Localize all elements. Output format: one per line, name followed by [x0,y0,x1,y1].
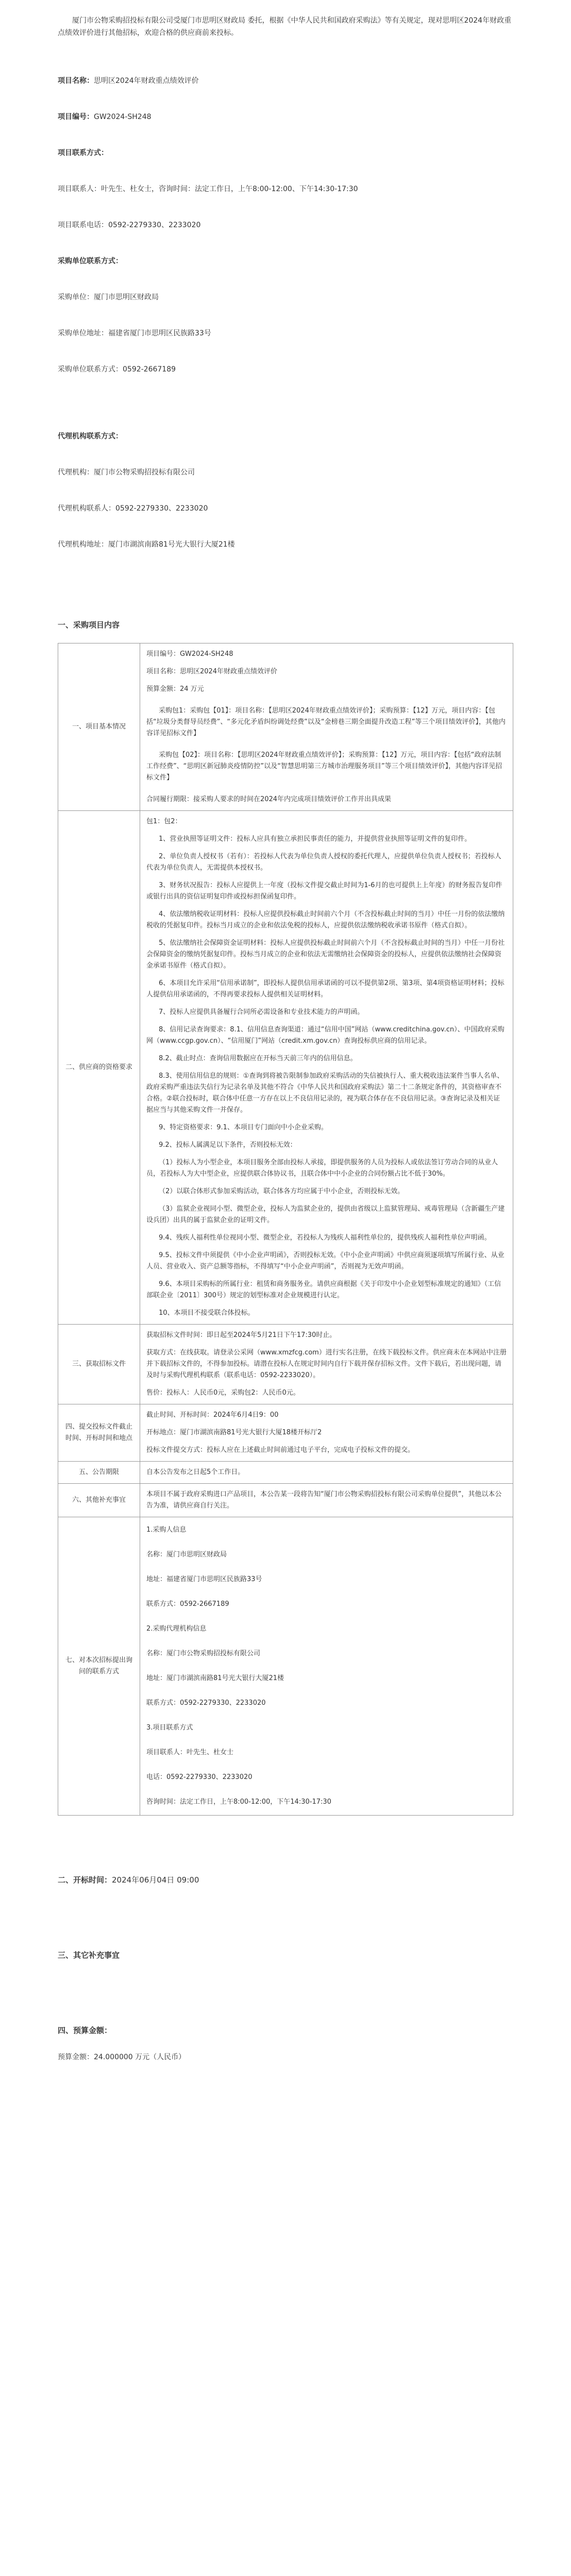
notice-head: 五、公告期限 [58,1462,140,1484]
qual-item: 8、信用记录查询要求：8.1、信用信息查询渠道：通过“信用中国”网站（www.creditchina.gov.cn）、中国政府采购网（www.ccgp.gov.cn）、“信用厦门”网站（credit.xm.gov.cn）查询投标供应商的信用记录。 [146,1026,505,1045]
qual-item: （3）监狱企业视同小型、微型企业，投标人为监狱企业的，提供由省级以上监狱管理局、戒毒管理局（含新疆生产建设兵团）出具的属于监狱企业的证明文件。 [146,1205,505,1224]
notice-content: 自本公告发布之日起5个工作日。 [140,1462,513,1484]
doc-time: 获取招标文件时间：即日起至2024年5月21日下午17:30时止。 [146,1331,337,1339]
buyer-address: 采购单位地址：福建省厦门市思明区民族路33号 [58,329,211,337]
buyer-name: 采购单位：厦门市思明区财政局 [58,293,159,301]
section2-heading [58,1874,513,1886]
table-row-get-docs [58,1325,513,1404]
basic-pkg2: 采购包【02】：项目名称：【思明区2024年财政重点绩效评价】；采购预算：【12】万元，项目内容：【包括“政府法制工作经费”、“思明区新冠肺炎疫情防控”以及“智慧思明第三方城市治理服务项目”等三个项目绩效评价】，其他内容详见招标文件】 [146,751,502,782]
contact-buyer-name: 名称：厦门市思明区财政局 [146,1551,227,1558]
contact-content [140,1517,513,1816]
doc-method: 获取方式：在线获取。请登录公采网（www.xmzfcg.com）进行实名注册，在线下载投标文件。供应商未在本网站中注册并下载招标文件的，不得参加投标。请潜在投标人在规定时间内自行下载并保存招标文件。文件下载后，若出现问题，请及时与采购代理机构联系（联系电话：0592-2233020）。 [146,1349,507,1379]
other-content: 本项目不属于政府采购进口产品项目，本公告某一段将告知“厦门市公物采购招投标有限公司采购单位提供”，其他以本公告为准，请供应商自行关注。 [140,1484,513,1517]
other-head: 六、其他补充事宜 [58,1484,140,1517]
project-name-value: 思明区2024年财政重点绩效评价 [94,77,199,85]
section4-title: 四、预算金额： [58,2026,112,2035]
project-contact-phone: 项目联系电话：0592-2279330、2233020 [58,221,201,229]
contact-buyer-addr: 地址：福建省厦门市思明区民族路33号 [146,1575,262,1583]
qual-item: 9.4、残疾人福利性单位视同小型、微型企业，若投标人为残疾人福利性单位的，提供残疾人福利性单位声明函。 [158,1234,491,1242]
qual-item: 6、本项目允许采用“信用承诺制”，即投标人提供信用承诺函的可以不提供第2项、第3项、第4项资格证明材料；投标人提供信用承诺函的，不得再要求投标人提供相关证明材料。 [146,979,505,998]
qual-item: 包1：包2： [146,818,182,825]
qual-item: 9.6、本项目采购标的所属行业：租赁和商务服务业。请供应商根据《关于印发中小企业划型标准规定的通知》（工信部联企业〔2011〕300号）规定的划型标准对企业规模进行认定。 [146,1280,501,1299]
qual-item: （1）投标人为小型企业，本项目服务全部由投标人承接，即提供服务的人员为投标人或依法签订劳动合同的从业人员，若投标人为大中型企业，应提供联合体协议书，且联合体中中小企业的合同份额占比不低于30%。 [146,1159,498,1178]
contact-project-phone: 电话：0592-2279330、2233020 [146,1773,253,1781]
agency-name: 代理机构：厦门市公物采购招投标有限公司 [58,468,195,477]
basic-budget: 预算金额：24 万元 [146,685,204,693]
basic-head: 一、项目基本情况 [58,643,140,811]
submit-deadline: 截止时间、开标时间：2024年6月4日9：00 [146,1411,279,1419]
qual-item: 9.2、投标人属满足以下条件，否则投标无效： [158,1141,297,1149]
qual-item: 5、依法缴纳社会保障资金证明材料：投标人应提供投标截止时间前六个月（不含投标截止时间的当月）中任一月份社会保障资金的缴纳凭据复印件。投标当月成立的企业和依法无需缴纳社会保障资金的投标人，应提供依法缴纳社会保障资金承诺书原件（格式自拟）。 [146,939,505,970]
agency-heading: 代理机构联系方式： [58,432,123,440]
project-contact-person: 项目联系人：叶先生、杜女士，咨询时间：法定工作日，上午8:00-12:00、下午14:30-17:30 [58,185,358,193]
qual-item: 10、本项目不接受联合体投标。 [158,1309,255,1317]
buyer-info-block [58,256,513,375]
doc-head: 三、获取招标文件 [58,1325,140,1404]
section3-title: 三、其它补充事宜 [58,1951,120,1960]
section2-title: 二、开标时间： [58,1875,112,1885]
basic-pkg1: 采购包1：采购包【01】：项目名称：【思明区2024年财政重点绩效评价】；采购预算：【12】万元，项目内容：【包括“垃圾分类督导员经费”、“多元化矛盾纠纷调处经费”以及“金榜巷三期全面提升改造工程”等三个项目绩效评价】，其他内容详见招标文件】 [146,707,506,737]
table-row-submit [58,1404,513,1462]
contact-agency-phone: 联系方式：0592-2279330、2233020 [146,1699,266,1707]
doc-content [140,1325,513,1404]
project-name-label: 项目名称： [58,77,94,85]
doc-price: 售价：投标人：人民币0元，采购包2：人民币0元。 [146,1389,300,1397]
qual-item: 9、特定资格要求：9.1、本项目专门面向中小企业采购。 [158,1124,328,1131]
qual-item: 4、依法缴纳税收证明材料：投标人应提供投标截止时间前六个月（不含投标截止时间的当月）中任一月份的依法缴纳税收的凭据复印件。投标当月成立的企业和依法免税的投标人，应提供依法缴纳税收承诺书原件（格式自拟）。 [146,910,505,929]
submit-place: 开标地点：厦门市湖滨南路81号光大银行大厦18楼开标厅2 [146,1429,322,1436]
project-code-line [58,111,513,123]
basic-term: 合同履行期限：接采购人要求的时间在2024年内完成项目绩效评价工作并出具成果 [146,795,392,803]
table-row-qualification [58,811,513,1325]
procurement-content-table [58,643,513,1816]
qual-item: 3、财务状况报告：投标人应提供上一年度（投标文件提交截止时间为1-6月的也可提供上上年度）的财务报告复印件或银行出具的资信证明复印件或投标担保函复印件。 [146,882,502,901]
basic-content [140,643,513,811]
contact-agency-name: 名称：厦门市公物采购招投标有限公司 [146,1650,260,1657]
section1-title: 一、采购项目内容 [58,620,120,630]
table-row-other [58,1484,513,1517]
table-row-basic [58,643,513,811]
contact-agency-head: 2.采购代理机构信息 [146,1625,207,1633]
contact-project-time: 咨询时间：法定工作日，上午8:00-12:00，下午14:30-17:30 [146,1798,331,1806]
qual-item: 8.2、截止时点：查询信用数据应在开标当天前三年内的信用信息。 [158,1055,357,1062]
buyer-heading: 采购单位联系方式： [58,257,123,265]
table-row-contact [58,1517,513,1816]
section2-value: 2024年06月04日 09:00 [112,1875,199,1885]
submit-head: 四、提交投标文件截止时间、开标时间和地点 [58,1404,140,1462]
agency-info-block [58,431,513,550]
project-code-label: 项目编号： [58,113,94,121]
contact-project-person: 项目联系人：叶先生、杜女士 [146,1749,233,1756]
contact-head: 七、对本次招标提出询问的联系方式 [58,1517,140,1816]
project-contact-heading: 项目联系方式： [58,149,108,157]
contact-agency-addr: 地址：厦门市湖滨南路81号光大银行大厦21楼 [146,1674,284,1682]
basic-code: 项目编号：GW2024-SH248 [146,650,233,658]
project-info-block [58,75,513,231]
contact-buyer-phone: 联系方式：0592-2667189 [146,1600,229,1608]
submit-content [140,1404,513,1462]
qual-content [140,811,513,1325]
agency-address: 代理机构地址：厦门市湖滨南路81号光大银行大厦21楼 [58,540,235,549]
project-code-value: GW2024-SH248 [94,113,152,121]
project-name-line [58,75,513,87]
qual-head: 二、供应商的资格要求 [58,811,140,1325]
qual-item: 2、单位负责人授权书（若有）：若投标人代表为单位负责人授权的委托代理人，应提供单位负责人授权书；若投标人代表为单位负责人，无需提供本授权书。 [146,853,501,872]
submit-note: 投标文件提交方式：投标人应在上述截止时间前通过电子平台，完成电子投标文件的提交。 [146,1446,414,1454]
section4-budget: 预算金额：24.000000 万元（人民币） [58,2053,186,2061]
buyer-phone: 采购单位联系方式：0592-2667189 [58,365,176,374]
basic-name: 项目名称：思明区2024年财政重点绩效评价 [146,668,278,675]
qual-item: 9.5、投标文件中须提供《中小企业声明函》，否则投标无效。《中小企业声明函》中供应商须逐项填写所属行业、从业人员、营业收入、资产总额等指标，不得填写“中小企业声明函”，否则视为无效声明函。 [146,1251,505,1270]
contact-project-head: 3.项目联系方式 [146,1724,193,1732]
qual-item: 1、营业执照等证明文件：投标人应具有独立承担民事责任的能力，并提供营业执照等证明文件的复印件。 [158,835,472,843]
qual-item: （2）以联合体形式参加采购活动，联合体各方均应属于中小企业，否则投标无效。 [158,1188,405,1195]
agency-contact: 代理机构联系人：0592-2279330、2233020 [58,504,208,513]
contact-buyer-head: 1.采购人信息 [146,1526,187,1534]
qual-item: 8.3、使用信用信息的规则：①查询到将被告限制参加政府采购活动的失信被执行人、重大税收违法案件当事人名单、政府采购严重违法失信行为记录名单及其他不符合《中华人民共和国政府采购法》第二十二条规定条件的，其资格审查不合格。②联合投标时，联合体中任意一方存在以上不良信用记录的，视为联合体存在不良信用记录。③查询记录及相关证据应当与其他采购文件一并保存。 [146,1072,504,1114]
intro-paragraph: 厦门市公物采购招投标有限公司受厦门市思明区财政局 委托，根据《中华人民共和国政府采购法》等有关规定，现对思明区2024年财政重点绩效评价进行其他招标，欢迎合格的供应商前来投标。 [58,16,512,37]
qual-item: 7、投标人应提供具备履行合同所必需设备和专业技术能力的声明函。 [158,1008,364,1016]
table-row-notice [58,1462,513,1484]
